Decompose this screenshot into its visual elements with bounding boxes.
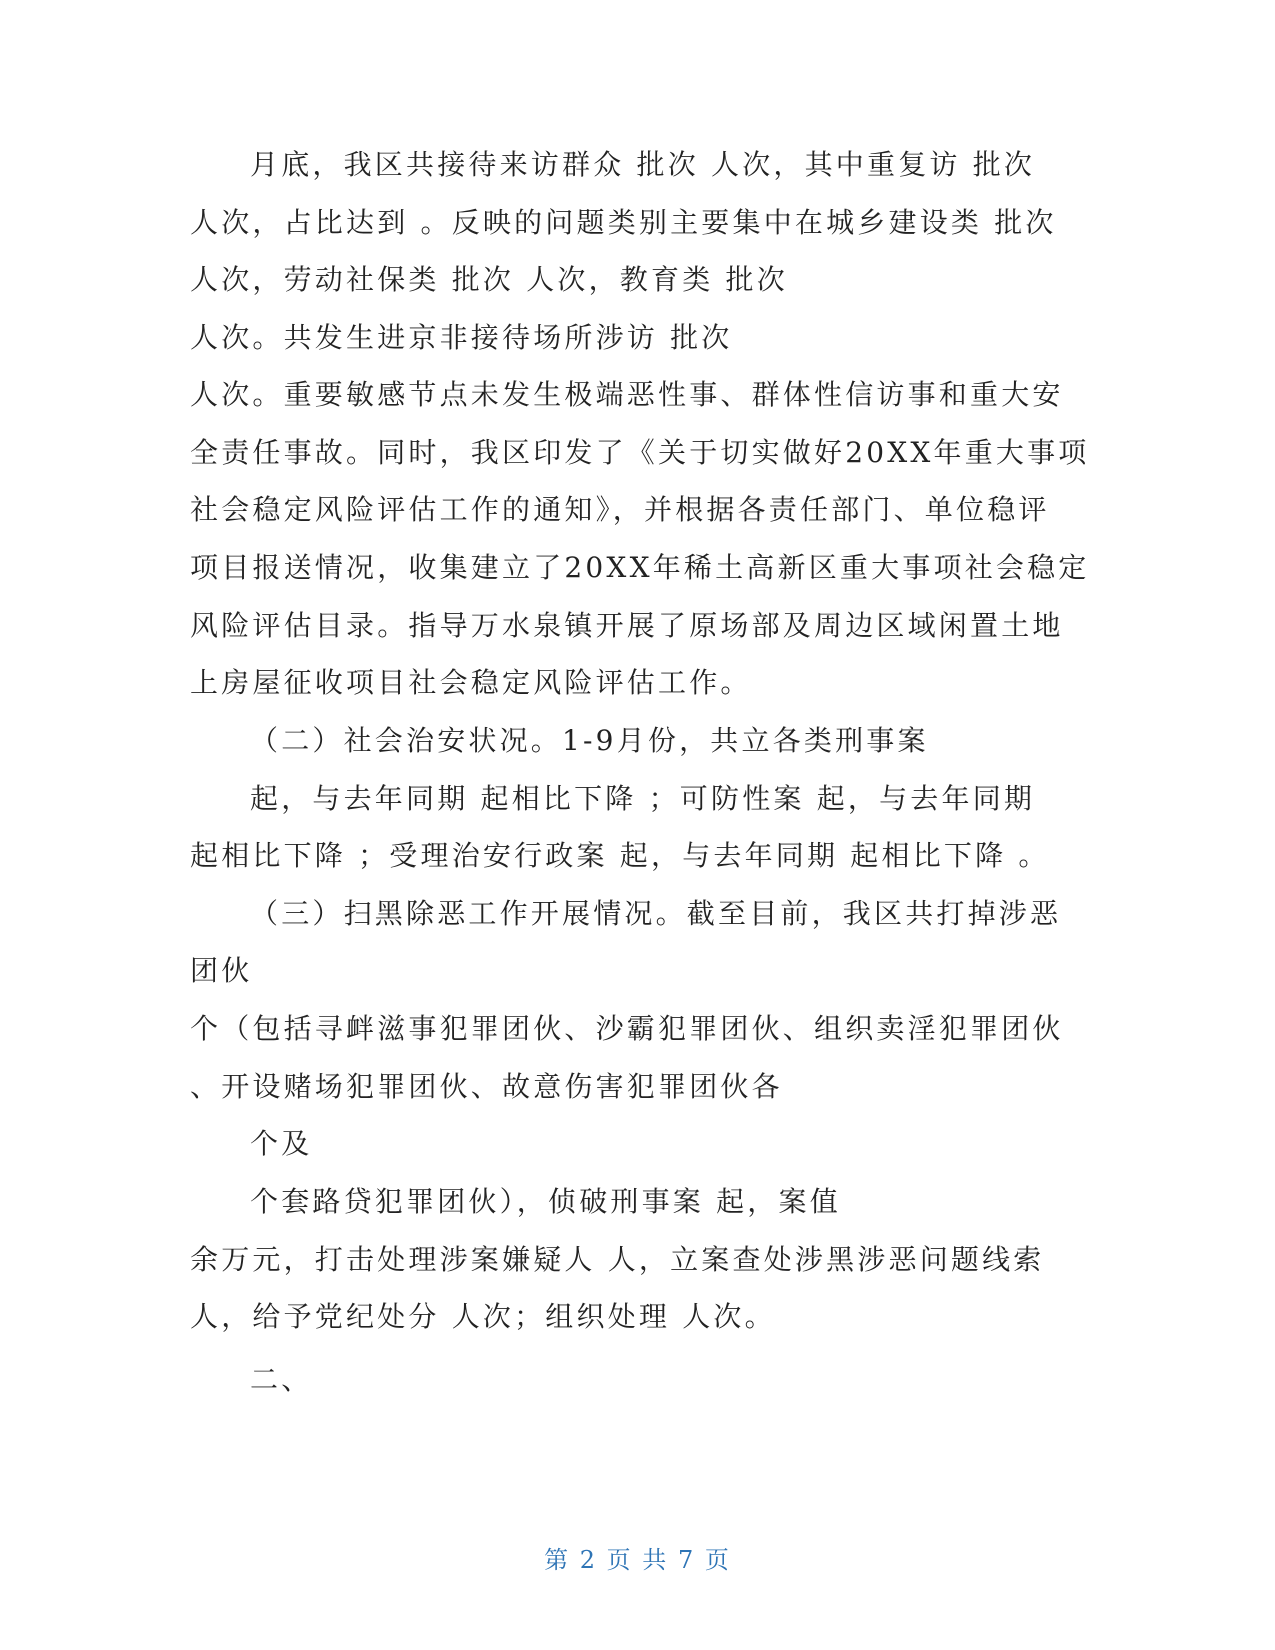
section-heading-line: （二）社会治安状况。1-9月份，共立各类刑事案	[250, 724, 929, 757]
body-text-line: 余万元，打击处理涉案嫌疑人 人，立案查处涉黑涉恶问题线索	[190, 1243, 1045, 1276]
body-text-line: 月底，我区共接待来访群众 批次 人次，其中重复访 批次	[250, 148, 1036, 181]
body-text-line: 社会稳定风险评估工作的通知》，并根据各责任部门、单位稳评	[190, 493, 1050, 526]
body-text-line: 人次。共发生进京非接待场所涉访 批次	[190, 321, 733, 354]
body-text-line: 起，与去年同期 起相比下降 ；可防性案 起，与去年同期	[250, 782, 1036, 815]
body-text-line: 上房屋征收项目社会稳定风险评估工作。	[190, 666, 752, 699]
body-text-line: 人次。重要敏感节点未发生极端恶性事、群体性信访事和重大安	[190, 378, 1064, 411]
body-text-line: 个（包括寻衅滋事犯罪团伙、沙霸犯罪团伙、组织卖淫犯罪团伙	[190, 1012, 1064, 1045]
body-text-line: 人次，占比达到 。反映的问题类别主要集中在城乡建设类 批次	[190, 206, 1057, 239]
body-text-line: 全责任事故。同时，我区印发了《关于切实做好20XX年重大事项	[190, 436, 1090, 469]
body-text-line: 风险评估目录。指导万水泉镇开展了原场部及周边区域闲置土地	[190, 609, 1064, 642]
section-heading-line: （三）扫黑除恶工作开展情况。截至目前，我区共打掉涉恶	[250, 897, 1062, 930]
body-text-line: 团伙	[190, 954, 253, 987]
body-text-line: 个及	[250, 1127, 313, 1160]
page-number-footer: 第 2 页 共 7 页	[544, 1546, 731, 1574]
body-text-line: 、开设赌场犯罪团伙、故意伤害犯罪团伙各	[190, 1070, 783, 1103]
body-text-line: 项目报送情况，收集建立了20XX年稀土高新区重大事项社会稳定	[190, 551, 1090, 584]
body-text-line: 人，给予党纪处分 人次；组织处理 人次。	[190, 1300, 776, 1333]
body-text-line: 人次，劳动社保类 批次 人次，教育类 批次	[190, 263, 788, 296]
section-heading-line: 二、	[250, 1363, 313, 1396]
body-text-line: 个套路贷犯罪团伙），侦破刑事案 起，案值	[250, 1185, 841, 1218]
body-text-line: 起相比下降 ；受理治安行政案 起，与去年同期 起相比下降 。	[190, 839, 1050, 872]
